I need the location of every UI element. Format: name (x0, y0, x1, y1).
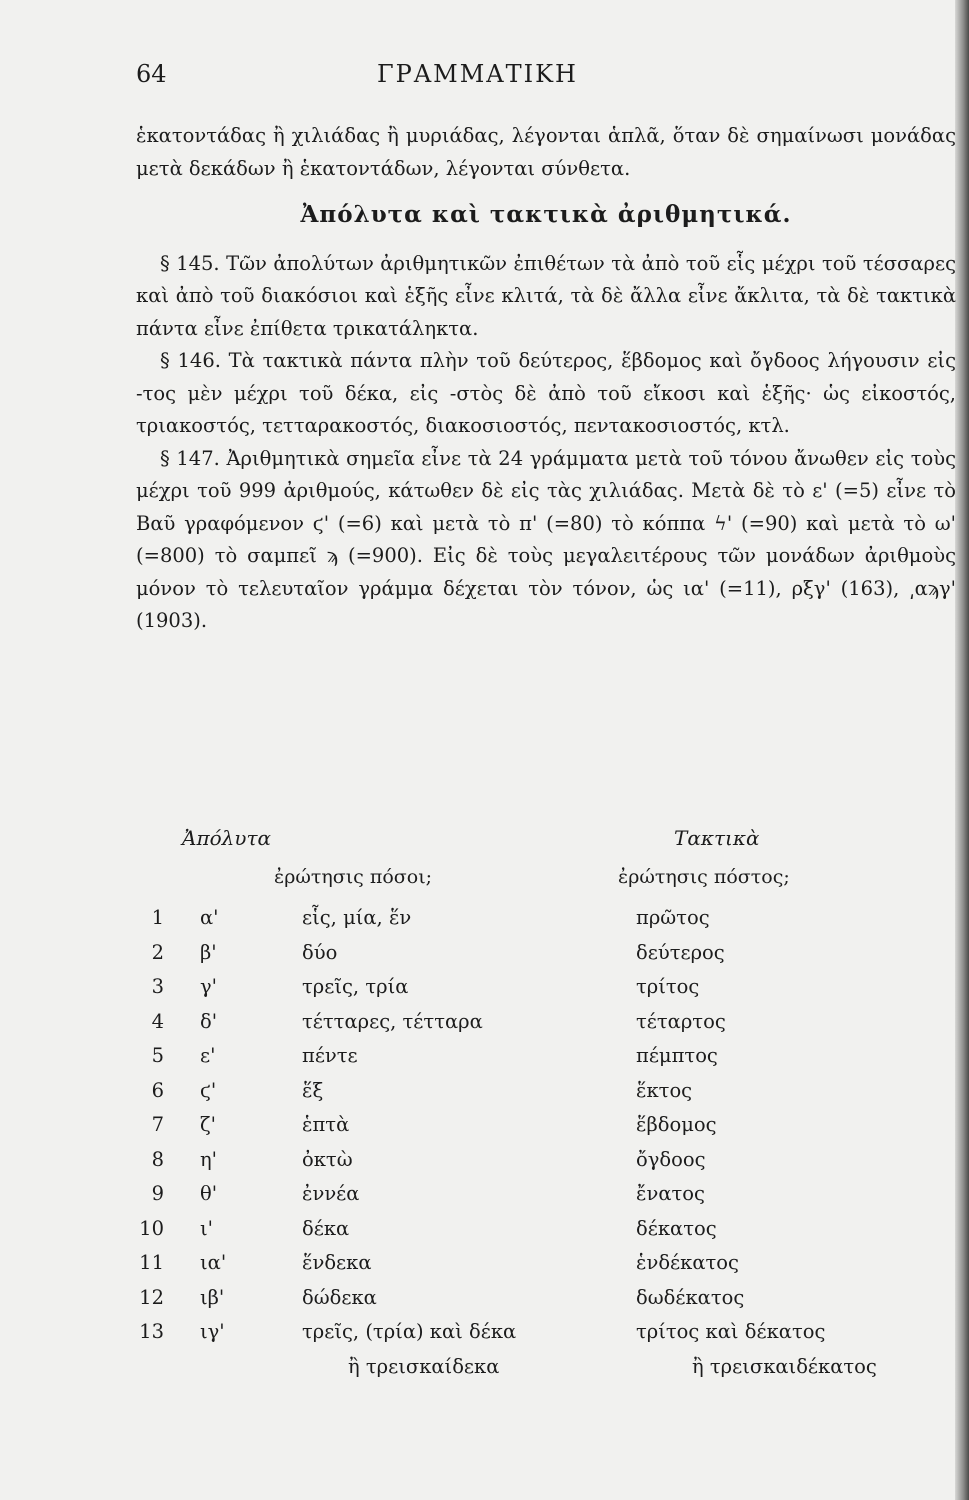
greek-numeral: ιγ' (200, 1320, 225, 1343)
page-header (0, 60, 955, 100)
cardinal-word: ἑπτὰ (302, 1113, 350, 1136)
row-number: 12 (139, 1285, 164, 1309)
numerals-table (136, 826, 956, 1387)
greek-numeral: δ' (200, 1009, 218, 1033)
cardinal-word: δώδεκα (302, 1285, 377, 1309)
table-row (136, 1320, 956, 1355)
page-number: 64 (136, 60, 167, 88)
row-number: 7 (151, 1113, 164, 1136)
greek-numeral: α' (200, 906, 219, 929)
greek-numeral: ζ' (200, 1113, 216, 1136)
table-row (136, 1113, 956, 1148)
ordinal-word: ἔνατος (636, 1182, 705, 1205)
cardinal-word: τέτταρες, τέτταρα (302, 1009, 483, 1033)
greek-numeral: ιβ' (200, 1285, 225, 1309)
running-title: ΓΡΑΜΜΑΤΙΚΗ (377, 60, 578, 88)
cardinal-word: ἕξ (302, 1078, 324, 1102)
greek-numeral: η' (200, 1147, 218, 1171)
ordinal-word: δεύτερος (636, 940, 725, 964)
ordinal-word: δέκατος (636, 1216, 717, 1240)
greek-numeral: ια' (200, 1251, 227, 1274)
page-edge-shadow (955, 0, 969, 1500)
table-row (136, 1217, 956, 1252)
row-number: 9 (151, 1182, 164, 1205)
cardinal-word: πέντε (302, 1044, 358, 1067)
cardinal-word: τρεῖς, τρία (302, 975, 409, 998)
table-row (136, 1010, 956, 1045)
paragraph-146: § 146. Τὰ τακτικὰ πάντα πλὴν τοῦ δεύτερος, ἕβδομος καὶ ὄγδοος λήγουσιν εἰς -τος μὲν μέχρι τοῦ δέκα, εἰς -στὸς δὲ ἀπὸ τοῦ εἴκοσι καὶ ἑξῆς· ὡς εἰκοστός, τριακοστός, τετταρακοστός, διακοσιοστός, πεντακοσιοστός, κτλ. (136, 349, 956, 437)
row-number: 8 (151, 1147, 164, 1171)
ordinal-word: ὄγδοος (636, 1147, 706, 1171)
table-column-headings (136, 826, 956, 866)
cardinal-word: ἐννέα (302, 1182, 360, 1205)
table-row (136, 1251, 956, 1286)
row-number: 1 (151, 906, 164, 929)
table-row (136, 906, 956, 941)
table-row (136, 975, 956, 1010)
cardinal-heading: Ἀπόλυτα (182, 826, 272, 850)
cardinal-alt: ἢ τρεισκαίδεκα (348, 1354, 500, 1378)
ordinal-word: δωδέκατος (636, 1285, 745, 1309)
ordinal-word: ἕκτος (636, 1078, 693, 1102)
table-rows (136, 906, 956, 1355)
table-row (136, 941, 956, 976)
cardinal-word: εἷς, μία, ἕν (302, 906, 412, 929)
ordinal-question: ἐρώτησις πόστος; (618, 866, 790, 888)
row-number: 3 (151, 975, 164, 998)
ordinal-word: τέταρτος (636, 1009, 726, 1033)
row-number: 4 (151, 1009, 164, 1033)
intro-paragraph: ἑκατοντάδας ἢ χιλιάδας ἢ μυριάδας, λέγονται ἁπλᾶ, ὅταν δὲ σημαίνωσι μονάδας μετὰ δεκάδων ἢ ἑκατοντάδων, λέγονται σύνθετα. (136, 124, 956, 180)
row-number: 2 (151, 940, 164, 964)
table-row (136, 1044, 956, 1079)
row-number: 10 (139, 1216, 164, 1240)
table-row-continuation (136, 1355, 956, 1387)
row-number: 11 (139, 1251, 164, 1274)
ordinal-heading: Τακτικὰ (674, 826, 760, 850)
table-row (136, 1182, 956, 1217)
ordinal-word: τρίτος καὶ δέκατος (636, 1320, 826, 1343)
body-text (136, 120, 956, 638)
table-row (136, 1148, 956, 1183)
greek-numeral: γ' (200, 975, 218, 998)
row-number: 5 (151, 1044, 164, 1067)
table-row (136, 1286, 956, 1321)
paragraph-145: § 145. Τῶν ἀπολύτων ἀριθμητικῶν ἐπιθέτων τὰ ἀπὸ τοῦ εἷς μέχρι τοῦ τέσσαρες καὶ ἀπὸ τοῦ διακόσιοι καὶ ἑξῆς εἶνε κλιτά, τὰ δὲ ἄλλα εἶνε ἄκλιτα, τὰ δὲ τακτικὰ πάντα εἶνε ἐπίθετα τρικατάληκτα. (136, 251, 956, 340)
paragraph-147: § 147. Ἀριθμητικὰ σημεῖα εἶνε τὰ 24 γράμματα μετὰ τοῦ τόνου ἄνωθεν εἰς τοὺς μέχρι τοῦ 999 ἀριθμούς, κάτωθεν δὲ εἰς τὰς χιλιάδας. Μετὰ δὲ τὸ ε' (=5) εἶνε τὸ Βαῦ γραφόμενον ϛ' (=6) καὶ μετὰ τὸ π' (=80) τὸ κόππα ϟ' (=90) καὶ μετὰ τὸ ω' (=800) τὸ σαμπεῖ ϡ (=900). Εἰς δὲ τοὺς μεγαλειτέρους τῶν μονάδων ἀριθμοὺς μόνον τὸ τελευταῖον γράμμα δέχεται τὸν τόνον, ὡς ια' (=11), ρξγ' (163), ͵αϡγ' (1903). (136, 446, 956, 632)
cardinal-word: δύο (302, 940, 338, 964)
cardinal-word: δέκα (302, 1216, 350, 1240)
table-questions (136, 866, 956, 906)
greek-numeral: ϛ' (200, 1078, 217, 1102)
cardinal-word: ἕνδεκα (302, 1251, 372, 1274)
greek-numeral: θ' (200, 1182, 218, 1205)
section-heading: Ἀπόλυτα καὶ τακτικὰ ἀριθμητικά. (300, 201, 792, 228)
ordinal-word: ἑνδέκατος (636, 1251, 739, 1274)
cardinal-question: ἐρώτησις πόσοι; (274, 866, 433, 888)
row-number: 6 (151, 1078, 164, 1102)
greek-numeral: β' (200, 940, 217, 964)
ordinal-word: πέμπτος (636, 1044, 718, 1067)
ordinal-word: ἕβδομος (636, 1113, 717, 1136)
cardinal-word: ὀκτὼ (302, 1147, 353, 1171)
greek-numeral: ι' (200, 1216, 214, 1240)
table-row (136, 1079, 956, 1114)
row-number: 13 (139, 1320, 164, 1343)
ordinal-word: τρίτος (636, 975, 700, 998)
ordinal-word: πρῶτος (636, 906, 710, 929)
greek-numeral: ε' (200, 1044, 216, 1067)
ordinal-alt: ἢ τρεισκαιδέκατος (692, 1354, 877, 1378)
cardinal-word: τρεῖς, (τρία) καὶ δέκα (302, 1320, 517, 1343)
